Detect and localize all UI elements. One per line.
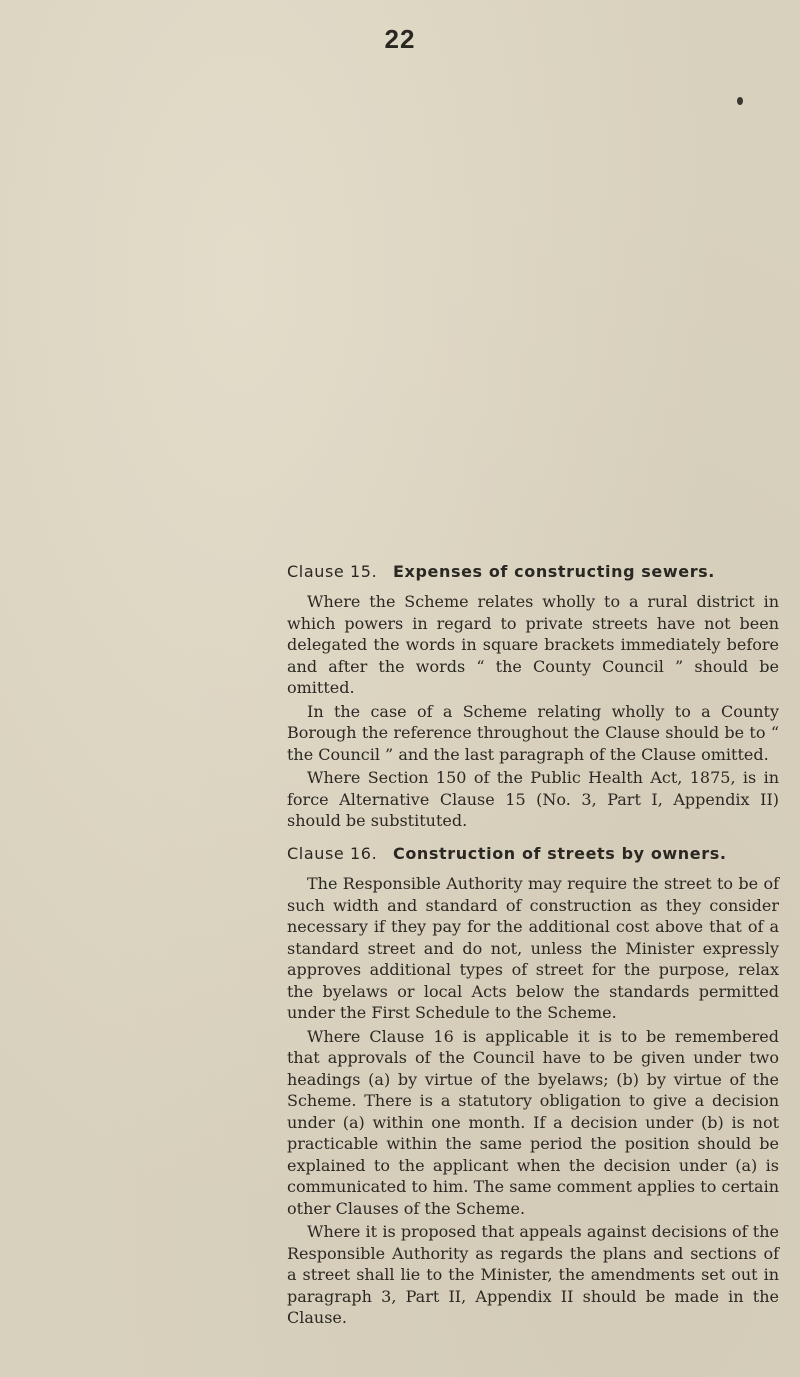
clause-15-label: Clause 15. bbox=[287, 562, 378, 581]
clause-16-paragraph-1: The Responsible Authority may require the street to be of such width and standard of construction as they consider necessary if they pay for the additional cost above that of a standard street and do not, unless the Minister expressly approves additional types of street for the purpose, relax the byelaws or local Acts below the standards permitted under the First Schedule to the Scheme. bbox=[287, 874, 779, 1022]
clause-16-paragraph-3: Where it is proposed that appeals against decisions of the Responsible Authority as regards the plans and sections of a street shall lie to the Minister, the amendments set out in paragraph 3, Part II, Appendix II should be made in the Clause. bbox=[287, 1222, 779, 1327]
clause-16-section bbox=[287, 844, 779, 1331]
page-number: 22 bbox=[384, 24, 416, 54]
clause-16-label: Clause 16. bbox=[287, 844, 378, 863]
clause-15-paragraph-3: Where Section 150 of the Public Health Act, 1875, is in force Alternative Clause 15 (No. 3, Part I, Appendix II) should be substituted. bbox=[287, 768, 779, 830]
clause-15-paragraph-2: In the case of a Scheme relating wholly to a County Borough the reference throughout the Clause should be to “ the Council ” and the last paragraph of the Clause omitted. bbox=[287, 701, 779, 764]
clause-15-heading bbox=[287, 562, 779, 581]
clause-15-paragraph-1: Where the Scheme relates wholly to a rural district in which powers in regard to private streets have not been delegated the words in square brackets immediately before and after the words “ the County Council ” should be omitted. bbox=[287, 592, 779, 697]
clause-16-title: Construction of streets by owners. bbox=[393, 844, 727, 863]
clause-16-heading bbox=[287, 844, 779, 863]
clause-15-title: Expenses of constructing sewers. bbox=[393, 562, 715, 581]
clause-16-paragraph-2: Where Clause 16 is applicable it is to be remembered that approvals of the Council have to be given under two headings (a) by virtue of the byelaws; (b) by virtue of the Scheme. There is a statutory obligation to give a decision under (a) within one month. If a decision under (b) is not practicable within the same period the position should be explained to the applicant when the decision under (a) is communicated to him. The same comment applies to certain other Clauses of the Scheme. bbox=[287, 1026, 779, 1218]
ink-speck bbox=[737, 97, 743, 105]
clause-15-section bbox=[287, 562, 779, 834]
